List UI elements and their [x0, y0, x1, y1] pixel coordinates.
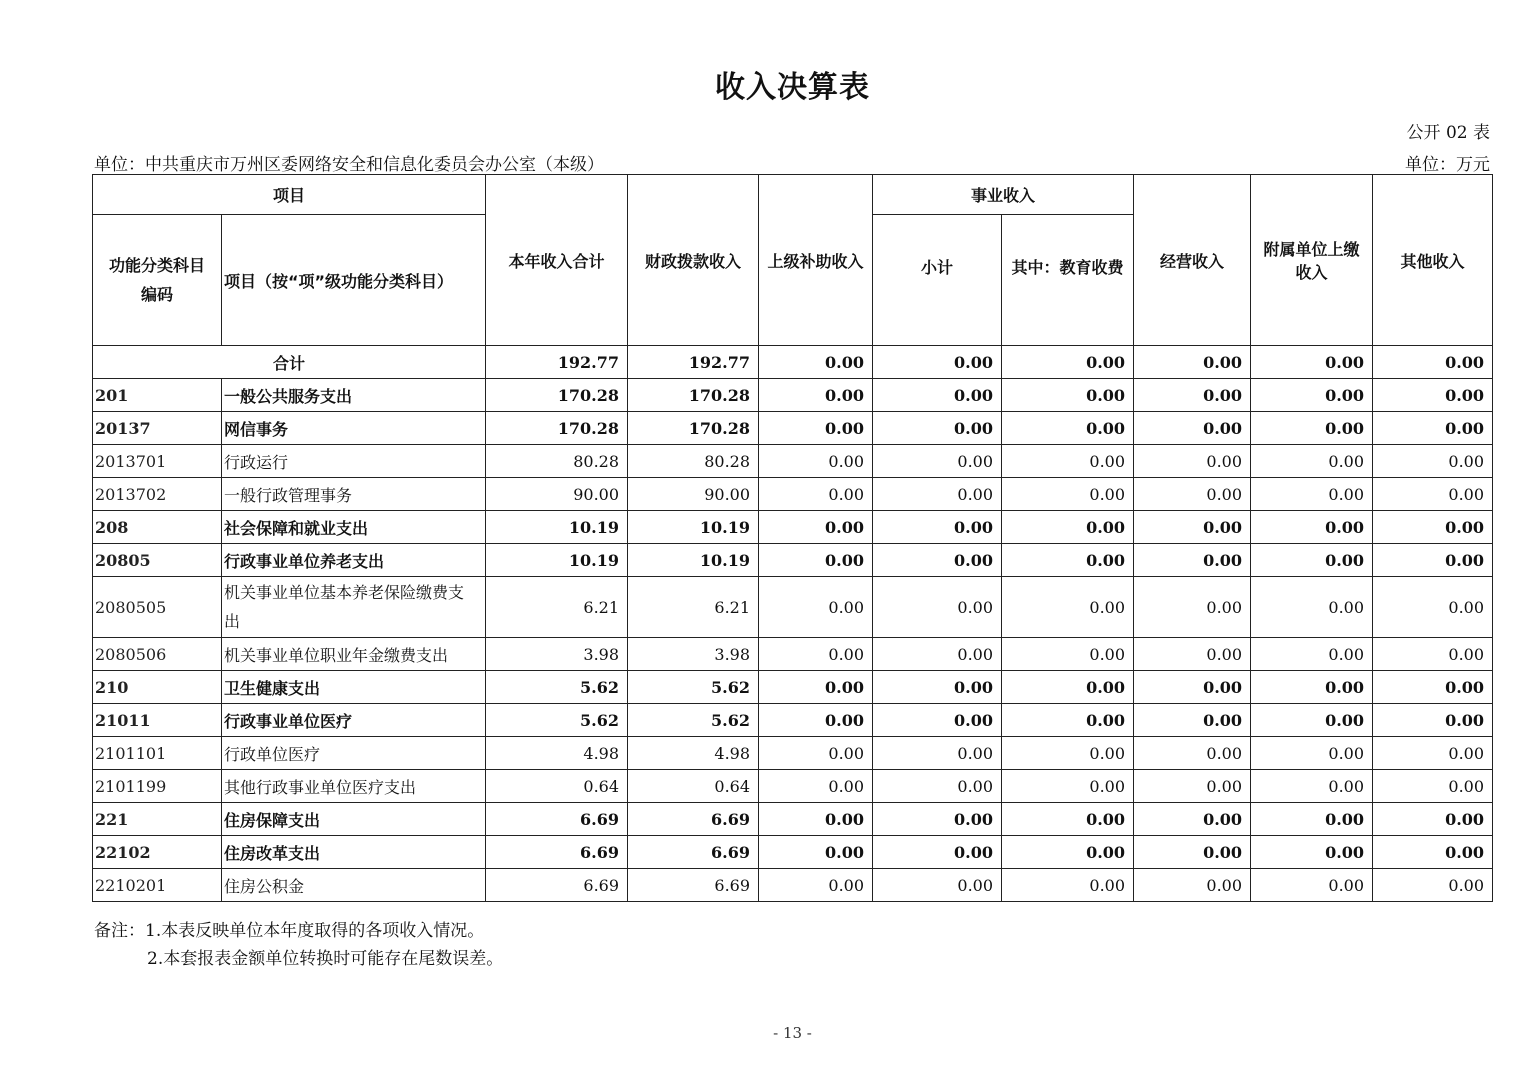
total-value: 0.00	[873, 346, 1002, 379]
row-value: 0.00	[1251, 544, 1373, 577]
total-label: 合计	[93, 346, 486, 379]
row-value: 0.00	[1134, 638, 1251, 671]
row-code: 2210201	[93, 869, 222, 902]
row-value: 0.00	[1134, 577, 1251, 638]
row-value: 3.98	[628, 638, 759, 671]
row-value: 0.00	[1134, 704, 1251, 737]
row-name: 网信事务	[222, 412, 486, 445]
row-value: 0.00	[759, 671, 873, 704]
row-value: 10.19	[628, 511, 759, 544]
row-name: 其他行政事业单位医疗支出	[222, 770, 486, 803]
row-value: 0.00	[759, 445, 873, 478]
row-value: 0.64	[486, 770, 628, 803]
row-value: 6.21	[628, 577, 759, 638]
row-value: 10.19	[486, 544, 628, 577]
row-value: 6.21	[486, 577, 628, 638]
row-value: 0.00	[1002, 869, 1134, 902]
row-value: 0.00	[1134, 836, 1251, 869]
row-value: 0.00	[1373, 478, 1493, 511]
page-title: 收入决算表	[715, 70, 870, 105]
income-table	[92, 174, 1493, 902]
row-value: 0.00	[873, 770, 1002, 803]
page-number: - 13 -	[773, 1024, 812, 1042]
row-value: 0.00	[759, 478, 873, 511]
row-value: 0.00	[1373, 412, 1493, 445]
header-total: 本年收入合计	[486, 175, 628, 346]
row-value: 6.69	[628, 803, 759, 836]
row-value: 0.00	[1373, 445, 1493, 478]
row-value: 0.00	[759, 836, 873, 869]
row-name: 一般公共服务支出	[222, 379, 486, 412]
header-code: 功能分类科目编码	[93, 215, 222, 346]
row-value: 0.00	[1373, 803, 1493, 836]
table-row	[93, 803, 1493, 836]
row-name: 机关事业单位基本养老保险缴费支出	[222, 577, 486, 638]
row-code: 201	[93, 379, 222, 412]
row-value: 0.00	[1134, 445, 1251, 478]
row-value: 0.00	[759, 704, 873, 737]
row-value: 0.00	[1373, 869, 1493, 902]
row-code: 20805	[93, 544, 222, 577]
row-value: 5.62	[628, 671, 759, 704]
note-1: 备注：1.本表反映单位本年度取得的各项收入情况。	[94, 921, 485, 941]
row-value: 0.00	[873, 445, 1002, 478]
row-value: 170.28	[628, 379, 759, 412]
header-other: 其他收入	[1373, 175, 1493, 346]
row-value: 6.69	[486, 836, 628, 869]
row-value: 0.00	[873, 869, 1002, 902]
row-code: 20137	[93, 412, 222, 445]
row-value: 170.28	[628, 412, 759, 445]
row-value: 0.00	[1373, 836, 1493, 869]
row-value: 0.00	[1134, 737, 1251, 770]
row-value: 0.00	[759, 511, 873, 544]
table-row	[93, 836, 1493, 869]
row-code: 2101101	[93, 737, 222, 770]
header-item: 项目	[93, 175, 486, 215]
row-value: 0.00	[1002, 511, 1134, 544]
row-value: 0.00	[873, 704, 1002, 737]
row-value: 0.00	[1002, 803, 1134, 836]
row-value: 0.00	[1134, 544, 1251, 577]
row-value: 0.00	[1373, 544, 1493, 577]
row-value: 0.00	[1251, 638, 1373, 671]
row-name: 卫生健康支出	[222, 671, 486, 704]
row-value: 0.00	[1251, 478, 1373, 511]
row-value: 0.00	[873, 836, 1002, 869]
total-value: 0.00	[1373, 346, 1493, 379]
table-row	[93, 638, 1493, 671]
row-code: 208	[93, 511, 222, 544]
row-value: 0.00	[1002, 445, 1134, 478]
row-value: 3.98	[486, 638, 628, 671]
row-value: 0.00	[1251, 412, 1373, 445]
row-value: 0.00	[873, 638, 1002, 671]
row-name: 行政事业单位养老支出	[222, 544, 486, 577]
row-value: 10.19	[628, 544, 759, 577]
row-value: 5.62	[628, 704, 759, 737]
row-value: 0.00	[759, 803, 873, 836]
row-value: 0.00	[1251, 836, 1373, 869]
row-value: 170.28	[486, 379, 628, 412]
row-value: 90.00	[628, 478, 759, 511]
table-row	[93, 511, 1493, 544]
row-value: 0.00	[1373, 671, 1493, 704]
row-value: 0.00	[1002, 544, 1134, 577]
row-value: 0.00	[759, 379, 873, 412]
row-code: 210	[93, 671, 222, 704]
row-value: 0.00	[1251, 770, 1373, 803]
row-value: 0.00	[759, 770, 873, 803]
row-value: 6.69	[486, 803, 628, 836]
row-value: 6.69	[628, 836, 759, 869]
table-row	[93, 445, 1493, 478]
row-value: 0.00	[873, 737, 1002, 770]
row-value: 0.00	[1373, 704, 1493, 737]
row-name: 住房公积金	[222, 869, 486, 902]
row-value: 0.00	[1251, 704, 1373, 737]
row-value: 0.00	[1373, 737, 1493, 770]
row-value: 0.00	[759, 737, 873, 770]
table-row	[93, 704, 1493, 737]
row-value: 0.00	[1134, 511, 1251, 544]
row-value: 0.00	[1002, 671, 1134, 704]
row-value: 0.00	[1373, 511, 1493, 544]
row-value: 0.00	[873, 412, 1002, 445]
row-code: 2080506	[93, 638, 222, 671]
header-education: 其中：教育收费	[1002, 215, 1134, 346]
total-value: 192.77	[628, 346, 759, 379]
unit-organization: 单位：中共重庆市万州区委网络安全和信息化委员会办公室（本级）	[94, 155, 604, 175]
row-code: 2080505	[93, 577, 222, 638]
row-value: 0.00	[1134, 803, 1251, 836]
row-value: 0.00	[873, 577, 1002, 638]
row-name: 行政单位医疗	[222, 737, 486, 770]
row-code: 22102	[93, 836, 222, 869]
row-value: 0.00	[1134, 770, 1251, 803]
row-value: 80.28	[628, 445, 759, 478]
row-value: 0.00	[759, 577, 873, 638]
row-value: 0.00	[1002, 836, 1134, 869]
row-name: 行政事业单位医疗	[222, 704, 486, 737]
row-value: 0.00	[1251, 737, 1373, 770]
row-value: 0.00	[1251, 671, 1373, 704]
row-value: 0.00	[1251, 379, 1373, 412]
row-value: 0.00	[1251, 869, 1373, 902]
table-row	[93, 671, 1493, 704]
total-value: 0.00	[759, 346, 873, 379]
row-value: 0.00	[1002, 577, 1134, 638]
row-value: 0.00	[873, 379, 1002, 412]
header-business: 事业收入	[873, 175, 1134, 215]
table-row	[93, 478, 1493, 511]
row-value: 0.00	[1002, 737, 1134, 770]
table-row	[93, 770, 1493, 803]
header-operating: 经营收入	[1134, 175, 1251, 346]
row-value: 6.69	[628, 869, 759, 902]
row-name: 机关事业单位职业年金缴费支出	[222, 638, 486, 671]
total-row	[93, 346, 1493, 379]
row-value: 90.00	[486, 478, 628, 511]
total-value: 0.00	[1134, 346, 1251, 379]
row-code: 2013701	[93, 445, 222, 478]
row-value: 0.64	[628, 770, 759, 803]
row-name: 社会保障和就业支出	[222, 511, 486, 544]
table-row	[93, 379, 1493, 412]
row-value: 0.00	[873, 803, 1002, 836]
row-value: 0.00	[1373, 577, 1493, 638]
row-value: 0.00	[1373, 770, 1493, 803]
row-value: 4.98	[486, 737, 628, 770]
row-value: 0.00	[1373, 638, 1493, 671]
row-value: 0.00	[873, 671, 1002, 704]
row-value: 0.00	[1002, 379, 1134, 412]
note-2: 2.本套报表金额单位转换时可能存在尾数误差。	[147, 949, 504, 969]
row-code: 21011	[93, 704, 222, 737]
row-name: 住房改革支出	[222, 836, 486, 869]
row-value: 0.00	[759, 544, 873, 577]
row-value: 0.00	[1251, 577, 1373, 638]
header-fiscal: 财政拨款收入	[628, 175, 759, 346]
row-value: 170.28	[486, 412, 628, 445]
header-name: 项目（按“项”级功能分类科目）	[222, 215, 486, 346]
row-value: 0.00	[873, 544, 1002, 577]
table-row	[93, 544, 1493, 577]
row-name: 行政运行	[222, 445, 486, 478]
total-value: 0.00	[1002, 346, 1134, 379]
row-value: 80.28	[486, 445, 628, 478]
row-value: 0.00	[1251, 445, 1373, 478]
row-value: 0.00	[1373, 379, 1493, 412]
row-value: 0.00	[1002, 638, 1134, 671]
row-value: 0.00	[1002, 770, 1134, 803]
row-value: 0.00	[873, 511, 1002, 544]
row-value: 0.00	[1134, 671, 1251, 704]
row-value: 0.00	[1002, 704, 1134, 737]
row-value: 10.19	[486, 511, 628, 544]
row-value: 0.00	[759, 638, 873, 671]
table-row	[93, 577, 1493, 638]
table-row	[93, 412, 1493, 445]
row-value: 0.00	[1134, 478, 1251, 511]
row-name: 住房保障支出	[222, 803, 486, 836]
row-value: 0.00	[1134, 412, 1251, 445]
table-row	[93, 869, 1493, 902]
row-value: 0.00	[759, 869, 873, 902]
row-value: 0.00	[1134, 869, 1251, 902]
total-value: 192.77	[486, 346, 628, 379]
header-superior: 上级补助收入	[759, 175, 873, 346]
row-value: 0.00	[1002, 478, 1134, 511]
row-value: 0.00	[1251, 803, 1373, 836]
header-affiliated: 附属单位上缴收入	[1251, 175, 1373, 346]
row-value: 0.00	[873, 478, 1002, 511]
row-value: 0.00	[1251, 511, 1373, 544]
row-value: 0.00	[1134, 379, 1251, 412]
row-value: 4.98	[628, 737, 759, 770]
form-number: 公开 02 表	[1406, 123, 1490, 143]
table-row	[93, 737, 1493, 770]
row-value: 5.62	[486, 671, 628, 704]
unit-currency: 单位：万元	[1405, 155, 1490, 175]
row-value: 5.62	[486, 704, 628, 737]
total-value: 0.00	[1251, 346, 1373, 379]
row-value: 6.69	[486, 869, 628, 902]
row-value: 0.00	[759, 412, 873, 445]
row-code: 221	[93, 803, 222, 836]
header-subtotal: 小计	[873, 215, 1002, 346]
row-code: 2101199	[93, 770, 222, 803]
row-code: 2013702	[93, 478, 222, 511]
table-body	[93, 346, 1493, 902]
row-name: 一般行政管理事务	[222, 478, 486, 511]
row-value: 0.00	[1002, 412, 1134, 445]
